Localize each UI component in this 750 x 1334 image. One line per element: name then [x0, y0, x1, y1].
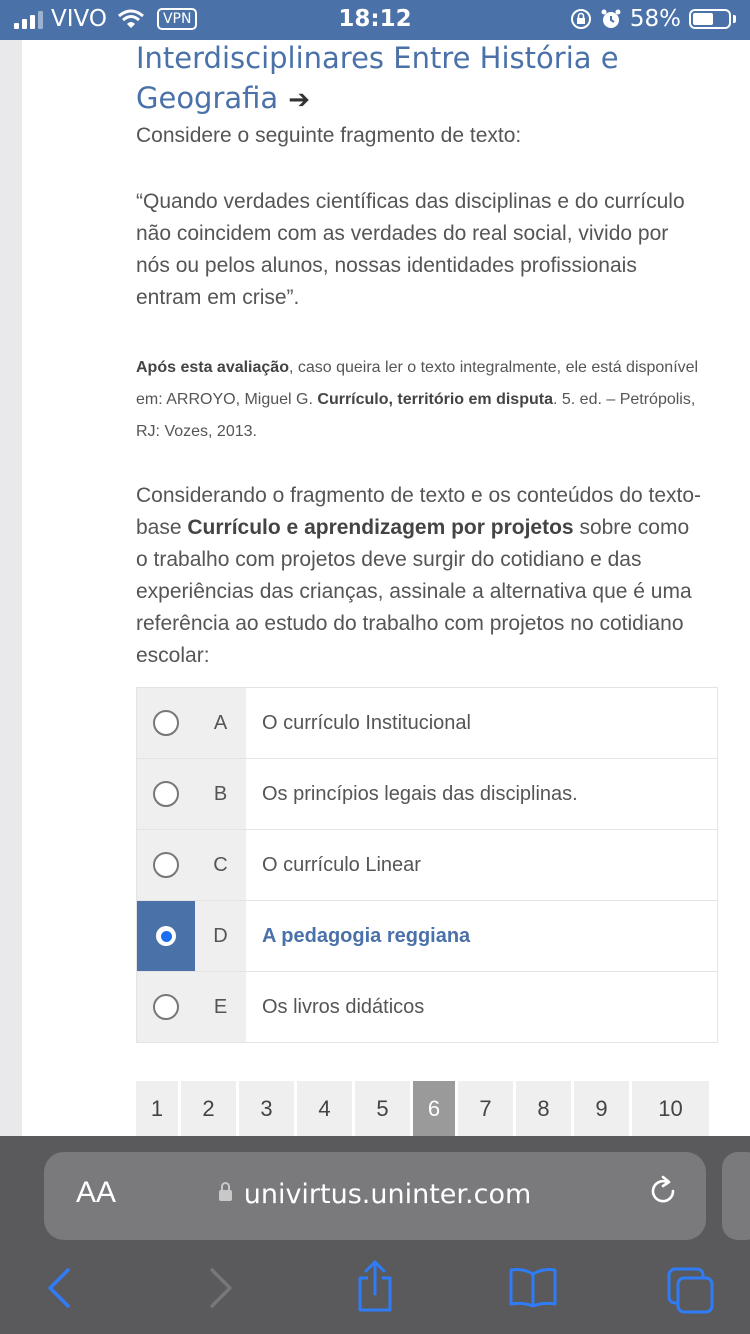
intro-text: Considere o seguinte fragmento de texto:: [136, 124, 522, 147]
option-letter: C: [195, 830, 246, 900]
option-letter: E: [195, 972, 246, 1042]
question-pager: [136, 1081, 709, 1136]
option-letter: A: [195, 688, 246, 758]
question-bold: Currículo e aprendizagem por projetos: [187, 516, 574, 539]
battery-level: [693, 13, 713, 25]
reference-part2: . 5. ed. – Petrópolis, RJ: Vozes, 2013.: [136, 391, 696, 440]
url-text: univirtus.uninter.com: [243, 1179, 532, 1210]
radio-icon[interactable]: [153, 781, 179, 807]
option-a[interactable]: [137, 688, 717, 759]
option-text[interactable]: O currículo Linear: [246, 830, 717, 900]
reference-book-title: Currículo, território em disputa: [317, 391, 553, 408]
browser-toolbar: [0, 1254, 750, 1334]
option-e-radio-cell[interactable]: [137, 972, 195, 1042]
option-d-radio-cell[interactable]: [137, 901, 195, 971]
bookmarks-icon[interactable]: [508, 1266, 558, 1308]
address-bar[interactable]: [44, 1152, 706, 1240]
status-right: [570, 6, 736, 32]
lock-icon: [219, 1190, 232, 1201]
radio-icon[interactable]: [153, 994, 179, 1020]
pager-item[interactable]: 1: [136, 1081, 178, 1136]
option-b-radio-cell[interactable]: [137, 759, 195, 829]
pager-item[interactable]: 4: [297, 1081, 352, 1136]
page-content: [22, 40, 750, 1136]
orientation-lock-icon: [570, 8, 592, 30]
option-text[interactable]: Os princípios legais das disciplinas.: [246, 759, 717, 829]
pager-item[interactable]: 10: [632, 1081, 709, 1136]
share-icon[interactable]: [354, 1258, 396, 1314]
pager-item[interactable]: 9: [574, 1081, 629, 1136]
radio-icon[interactable]: [153, 852, 179, 878]
vpn-badge: VPN: [157, 8, 198, 30]
pager-item[interactable]: 7: [458, 1081, 513, 1136]
option-text[interactable]: A pedagogia reggiana: [246, 901, 717, 971]
arrow-right-icon[interactable]: ➔: [288, 85, 310, 115]
browser-bar: [0, 1136, 750, 1334]
next-tab-preview[interactable]: [722, 1152, 750, 1240]
question-content: [136, 40, 706, 672]
reference-part1: , caso queira ler o texto integralmente, ele está disponível em: ARROYO, Miguel G.: [136, 359, 699, 408]
pager-item[interactable]: 2: [181, 1081, 236, 1136]
page-title: [136, 40, 706, 120]
tabs-icon[interactable]: [666, 1266, 716, 1314]
pager-item[interactable]: 8: [516, 1081, 571, 1136]
question-text: [136, 480, 706, 672]
reload-icon[interactable]: [646, 1174, 680, 1208]
battery-icon: [689, 9, 731, 29]
option-e[interactable]: [137, 972, 717, 1042]
option-letter: B: [195, 759, 246, 829]
option-d[interactable]: [137, 901, 717, 972]
option-text[interactable]: Os livros didáticos: [246, 972, 717, 1042]
pager-item-current[interactable]: 6: [413, 1081, 455, 1136]
pager-item[interactable]: 3: [239, 1081, 294, 1136]
question-part2: sobre como o trabalho com projetos deve surgir do cotidiano e das experiências das crianças, assinale a alternativa que é uma referência ao estudo do trabalho com projetos no cotidiano escolar:: [136, 516, 692, 667]
option-b[interactable]: [137, 759, 717, 830]
url-display[interactable]: [44, 1179, 706, 1210]
pager-item[interactable]: 5: [355, 1081, 410, 1136]
radio-selected-icon[interactable]: [156, 926, 176, 946]
option-c-radio-cell[interactable]: [137, 830, 195, 900]
carrier-name: VIVO: [51, 6, 107, 32]
back-icon[interactable]: [44, 1266, 74, 1310]
title-text: Interdisciplinares Entre História e Geografia: [136, 41, 619, 115]
question-part1: Considerando o fragmento de texto e os conteúdos do texto-base: [136, 484, 702, 539]
reference-lead: Após esta avaliação: [136, 359, 289, 376]
quote-text: “Quando verdades científicas das disciplinas e do currículo não coincidem com as verdades do real social, vivido por nós ou pelos alunos, nossas identidades profissionais entram em crise”.: [136, 190, 685, 309]
reference-text: [136, 352, 706, 448]
status-bar: [0, 0, 750, 40]
battery-tip: [733, 15, 736, 23]
alarm-icon: [600, 8, 622, 30]
battery-percent: 58%: [629, 6, 681, 32]
option-a-radio-cell[interactable]: [137, 688, 195, 758]
answer-options: [136, 687, 718, 1043]
option-text[interactable]: O currículo Institucional: [246, 688, 717, 758]
option-c[interactable]: [137, 830, 717, 901]
radio-icon[interactable]: [153, 710, 179, 736]
status-time: 18:12: [338, 6, 412, 32]
option-letter: D: [195, 901, 246, 971]
aa-label: AA: [76, 1176, 117, 1209]
forward-icon[interactable]: [206, 1266, 236, 1310]
